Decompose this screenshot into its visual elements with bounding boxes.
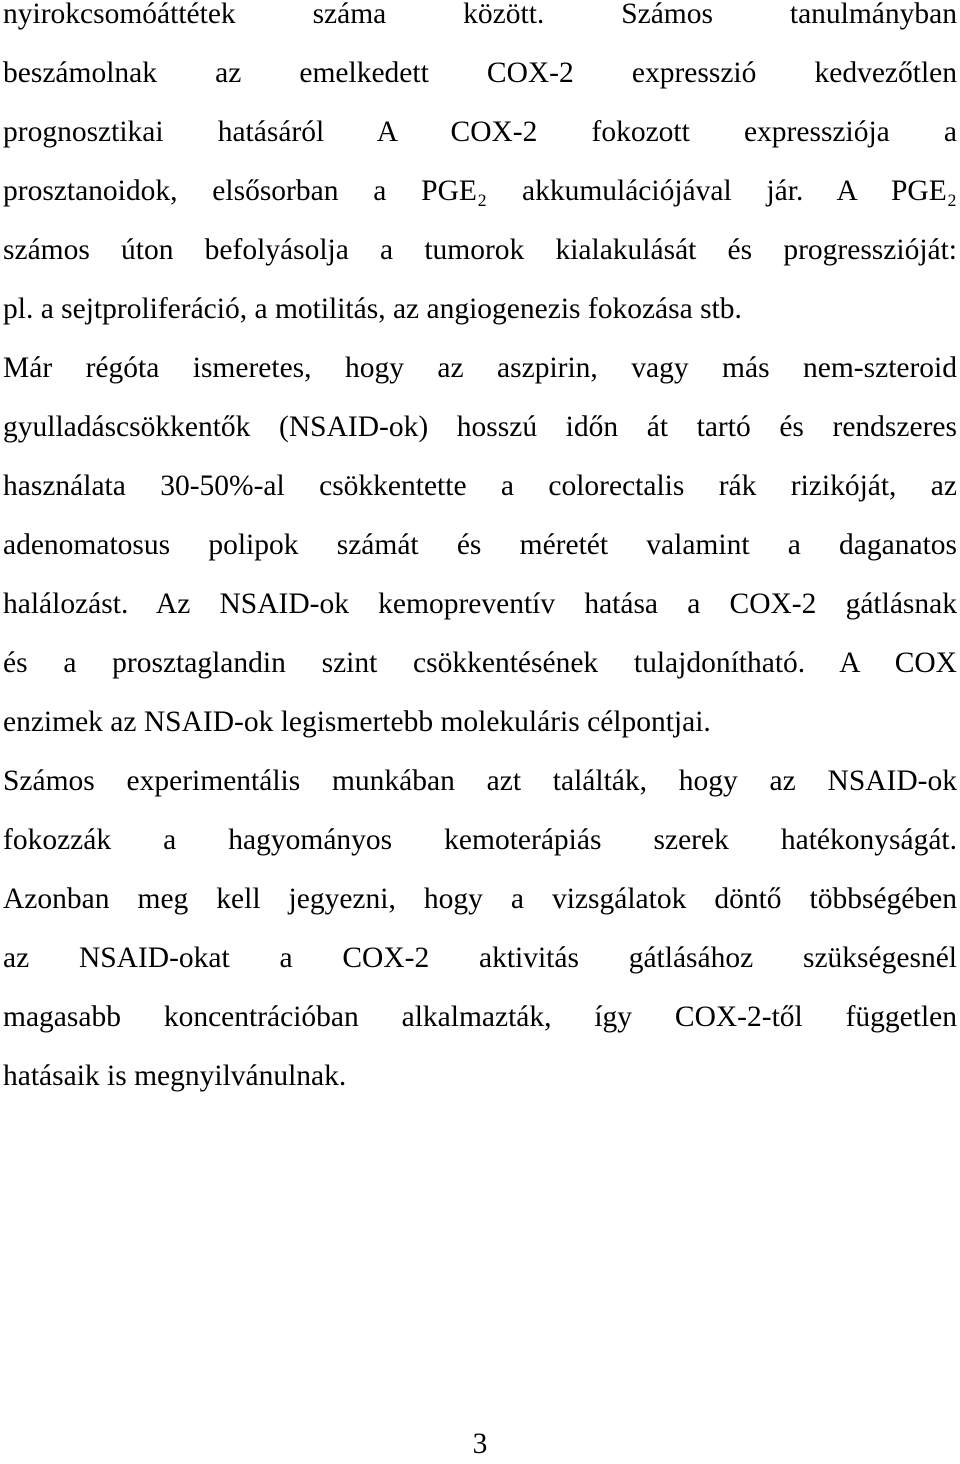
text-line: használata 30-50%-al csökkentette a colorectalis rák rizikóját, az xyxy=(3,470,957,502)
text-line: Már régóta ismeretes, hogy az aszpirin, vagy más nem-szteroid xyxy=(3,352,957,384)
text-line: számos úton befolyásolja a tumorok kialakulását és progresszióját: xyxy=(3,234,957,266)
text-line: adenomatosus polipok számát és méretét valamint a daganatos xyxy=(3,529,957,561)
text-line: az NSAID-okat a COX-2 aktivitás gátlásához szükségesnél xyxy=(3,942,957,974)
text-line: prosztanoidok, elsősorban a PGE₂ akkumulációjával jár. A PGE₂ xyxy=(3,175,957,207)
text-line: halálozást. Az NSAID-ok kemopreventív hatása a COX-2 gátlásnak xyxy=(3,588,957,620)
text-line: prognosztikai hatásáról A COX-2 fokozott expressziója a xyxy=(3,116,957,148)
text-line: enzimek az NSAID-ok legismertebb molekuláris célpontjai. xyxy=(3,706,711,738)
text-line: magasabb koncentrációban alkalmazták, így COX-2-től független xyxy=(3,1001,957,1033)
page-number: 3 xyxy=(472,1428,488,1460)
text-line: pl. a sejtproliferáció, a motilitás, az angiogenezis fokozása stb. xyxy=(3,293,742,325)
text-line: fokozzák a hagyományos kemoterápiás szerek hatékonyságát. xyxy=(3,824,957,856)
text-line: hatásaik is megnyilvánulnak. xyxy=(3,1060,347,1092)
text-line: Azonban meg kell jegyezni, hogy a vizsgálatok döntő többségében xyxy=(3,883,957,915)
text-line: beszámolnak az emelkedett COX-2 expresszió kedvezőtlen xyxy=(3,57,957,89)
text-line: nyirokcsomóáttétek száma között. Számos tanulmányban xyxy=(3,0,957,30)
text-line: és a prosztaglandin szint csökkentésének tulajdonítható. A COX xyxy=(3,647,957,679)
text-line: Számos experimentális munkában azt találták, hogy az NSAID-ok xyxy=(3,765,957,797)
text-line: gyulladáscsökkentők (NSAID-ok) hosszú időn át tartó és rendszeres xyxy=(3,411,957,443)
